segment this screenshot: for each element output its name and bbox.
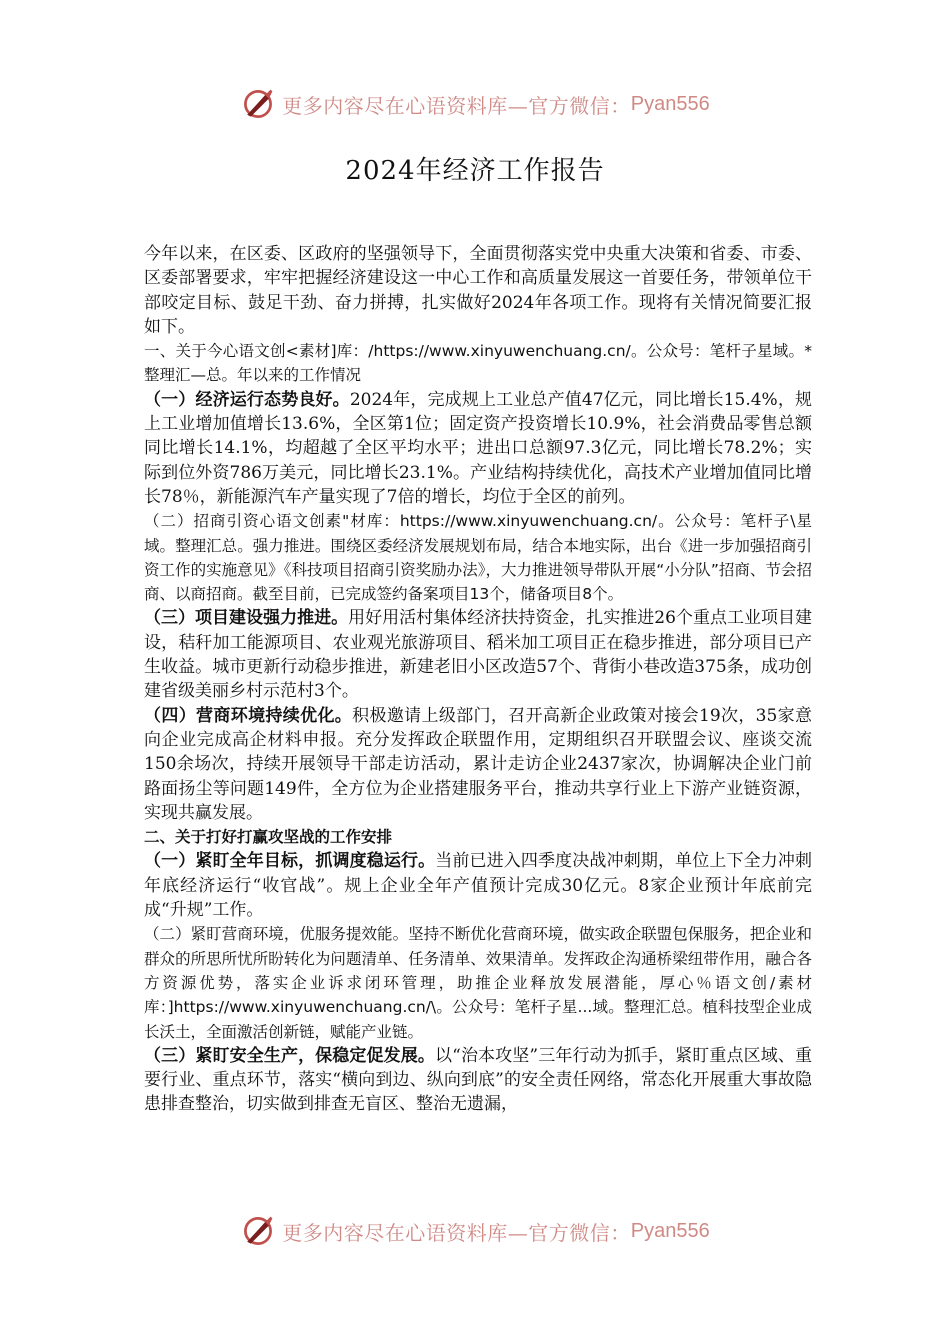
s2p1-label: （一）紧盯全年目标，抓调度稳运行。 [144, 851, 436, 872]
s2-paragraph-1 [144, 849, 812, 922]
document-body [144, 242, 812, 1117]
s1p1-label: （一）经济运行态势良好。 [144, 389, 350, 410]
s2p3-text: 以“治本攻坚”三年行动为抓手，紧盯重点区域、重要行业、重点环节，落实“横向到边、纵向到底”的安全责任网络，常态化开展重大事故隐患排查整治，切实做到排查无盲区、整治无遗漏， [144, 1045, 812, 1115]
brush-logo-icon [240, 86, 276, 122]
banner-wechat-id: Pyan556 [630, 1219, 710, 1242]
s1-paragraph-1 [144, 388, 812, 509]
s1-paragraph-4 [144, 704, 812, 825]
banner-text: 更多内容尽在心语资料库—官方微信： [282, 93, 631, 118]
banner-text: 更多内容尽在心语资料库—官方微信： [282, 1220, 631, 1245]
s1p4-text: 积极邀请上级部门，召开高新企业政策对接会19次，35家意向企业完成高企材料申报。充分发挥政企联盟作用，定期组织召开联盟会议、座谈交流150余场次，持续开展领导干部走访活动，累计走访企业2437家次，协调解决企业门前路面扬尘等问题149件，全方位为企业搭建服务平台，推动共享行业上下游产业链资源，实现共赢发展。 [144, 705, 813, 823]
s1-paragraph-3 [144, 606, 812, 703]
brush-logo-icon [240, 1213, 276, 1249]
s2p1-text: 当前已进入四季度决战冲刺期，单位上下全力冲刺年底经济运行“收官战”。规上企业全年产值预计完成30亿元。8家企业预计年底前完成“升规”工作。 [144, 851, 813, 921]
s2p3-label: （三）紧盯安全生产，保稳定促发展。 [144, 1045, 436, 1066]
intro-paragraph: 今年以来，在区委、区政府的坚强领导下，全面贯彻落实党中央重大决策和省委、市委、区委部署要求，牢牢把握经济建设这一中心工作和高质量发展这一首要任务，带领单位干部咬定目标、鼓足干劲、奋力拼搏，扎实做好2024年各项工作。现将有关情况简要汇报如下。 [144, 244, 812, 337]
s1p3-label: （三）项目建设强力推进。 [144, 608, 349, 629]
s1p4-label: （四）营商环境持续优化。 [144, 705, 353, 726]
section2-heading: 二、关于打好打赢攻坚战的工作安排 [144, 828, 393, 847]
banner-wechat-id: Pyan556 [630, 92, 710, 115]
s2-paragraph-2: （二）紧盯营商环境，优服务提效能。坚持不断优化营商环境，做实政企联盟包保服务，把企业和群众的所思所忧所盼转化为问题清单、任务清单、效果清单。发挥政企沟通桥梁纽带作用，融合各方资源优势，落实企业诉求闭环管理，助推企业释放发展潜能，厚心％语文创/素材库：]https://www.xinyuwenchuang.cn/\。公众号：笔杆子星...域。整理汇总。植科技型企业成长沃土，全面激活创新链，赋能产业链。 [144, 925, 812, 1041]
section1-heading: 一、关于今心语文创<素材]库：/https://www.xinyuwenchuang.cn/。公众号：笔杆子星域。*整理汇—总。年以来的工作情况 [144, 342, 812, 385]
s2-paragraph-3 [144, 1044, 812, 1117]
s1-paragraph-2: （二）招商引资心语文创素"材库：https://www.xinyuwenchuang.cn/。公众号：笔杆子\星域。整理汇总。强力推进。围绕区委经济发展规划布局，结合本地实际，出台《进一步加强招商引资工作的实施意见》《科技项目招商引资奖励办法》，大力推进领导带队开展“小分队”招商、节会招商、以商招商。截至目前，已完成签约备案项目13个，储备项目8个。 [144, 512, 812, 604]
s1p3-text: 用好用活村集体经济扶持资金，扎实推进26个重点工业项目建设，秸秆加工能源项目、农业观光旅游项目、稻米加工项目正在稳步推进，部分项目已产生收益。城市更新行动稳步推进，新建老旧小区改造57个、背街小巷改造375条，成功创建省级美丽乡村示范村3个。 [144, 608, 813, 702]
s1p1-text: 2024年，完成规上工业总产值47亿元，同比增长15.4%，规上工业增加值增长13.6%，全区第1位；固定资产投资增长10.9%，社会消费品零售总额同比增长14.1%，均超越了全区平均水平；进出口总额97.3亿元，同比增长78.2%；实际到位外资786万美元，同比增长23.1%。产业结构持续优化，高技术产业增加值同比增长78％，新能源汽车产量实现了7倍的增长，均位于全区的前列。 [144, 389, 813, 507]
header-watermark-banner [0, 84, 950, 124]
document-title: 2024年经济工作报告 [345, 156, 605, 186]
footer-watermark-banner [0, 1211, 950, 1251]
